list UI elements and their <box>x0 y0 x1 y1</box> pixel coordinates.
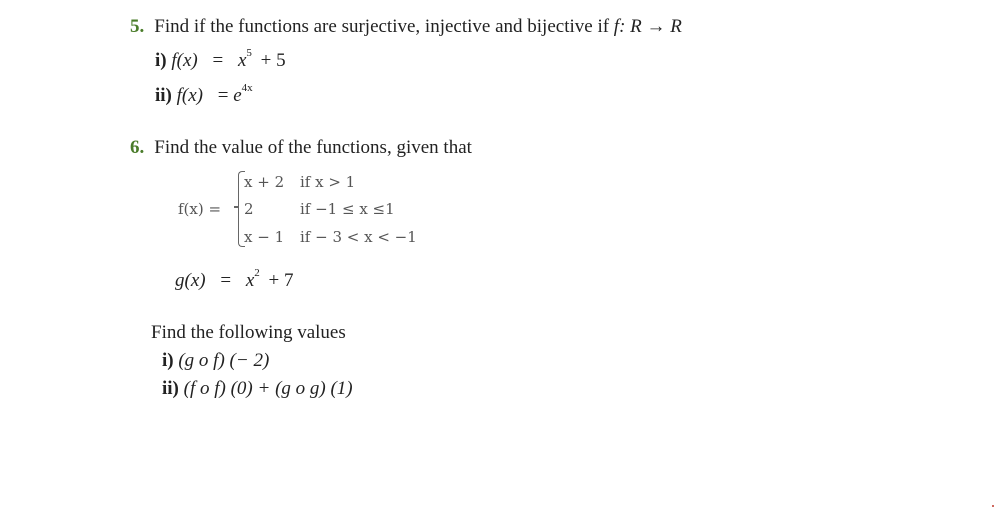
question-5 <box>130 16 682 38</box>
q6-part-ii <box>162 378 353 400</box>
q6-part-i <box>162 350 269 372</box>
base: x <box>245 270 255 291</box>
part-label: i) <box>155 50 167 71</box>
function-mapping: f: R → R <box>613 16 682 37</box>
question-text: Find if the functions are surjective, injective and bijective if <box>154 16 614 37</box>
part-label: ii) <box>155 85 172 106</box>
part-label: i) <box>162 350 174 371</box>
question-number: 5. <box>130 16 145 37</box>
q5-part-ii <box>155 82 253 107</box>
piecewise-lhs: f(x) = <box>178 200 222 218</box>
case-condition: if x > 1 <box>300 173 356 191</box>
case-expression: x − 1 <box>244 228 285 246</box>
piecewise-brace-tip <box>234 206 239 208</box>
question-number: 6. <box>130 137 145 158</box>
exponent: 2 <box>254 267 260 279</box>
function-lhs: f(x) <box>171 50 198 71</box>
function-lhs: f(x) <box>176 85 204 106</box>
function-lhs: g(x) <box>175 270 206 291</box>
constant-term: + 5 <box>260 50 286 71</box>
equals-sign: = <box>220 270 232 291</box>
find-heading: Find the following values <box>151 322 346 343</box>
equals-sign: = <box>217 85 229 106</box>
composition-expression: (f o f) (0) + (g o g) (1) <box>183 378 353 399</box>
g-definition <box>175 267 294 292</box>
base: x <box>237 50 247 71</box>
case-expression: 2 <box>244 200 254 218</box>
stray-mark <box>992 505 994 507</box>
part-label: ii) <box>162 378 179 399</box>
exponent: 5 <box>246 47 252 59</box>
case-expression: x + 2 <box>244 173 285 191</box>
question-6 <box>130 137 472 159</box>
base: e <box>233 85 242 106</box>
question-text: Find the value of the functions, given that <box>154 137 472 158</box>
constant-term: + 7 <box>268 270 294 291</box>
q5-part-i <box>155 47 286 72</box>
equals-sign: = <box>212 50 224 71</box>
exponent: 4x <box>241 82 253 94</box>
case-condition: if −1 ≤ x ≤1 <box>300 200 395 218</box>
composition-expression: (g o f) (− 2) <box>178 350 270 371</box>
case-condition: if − 3 < x < −1 <box>300 228 417 246</box>
